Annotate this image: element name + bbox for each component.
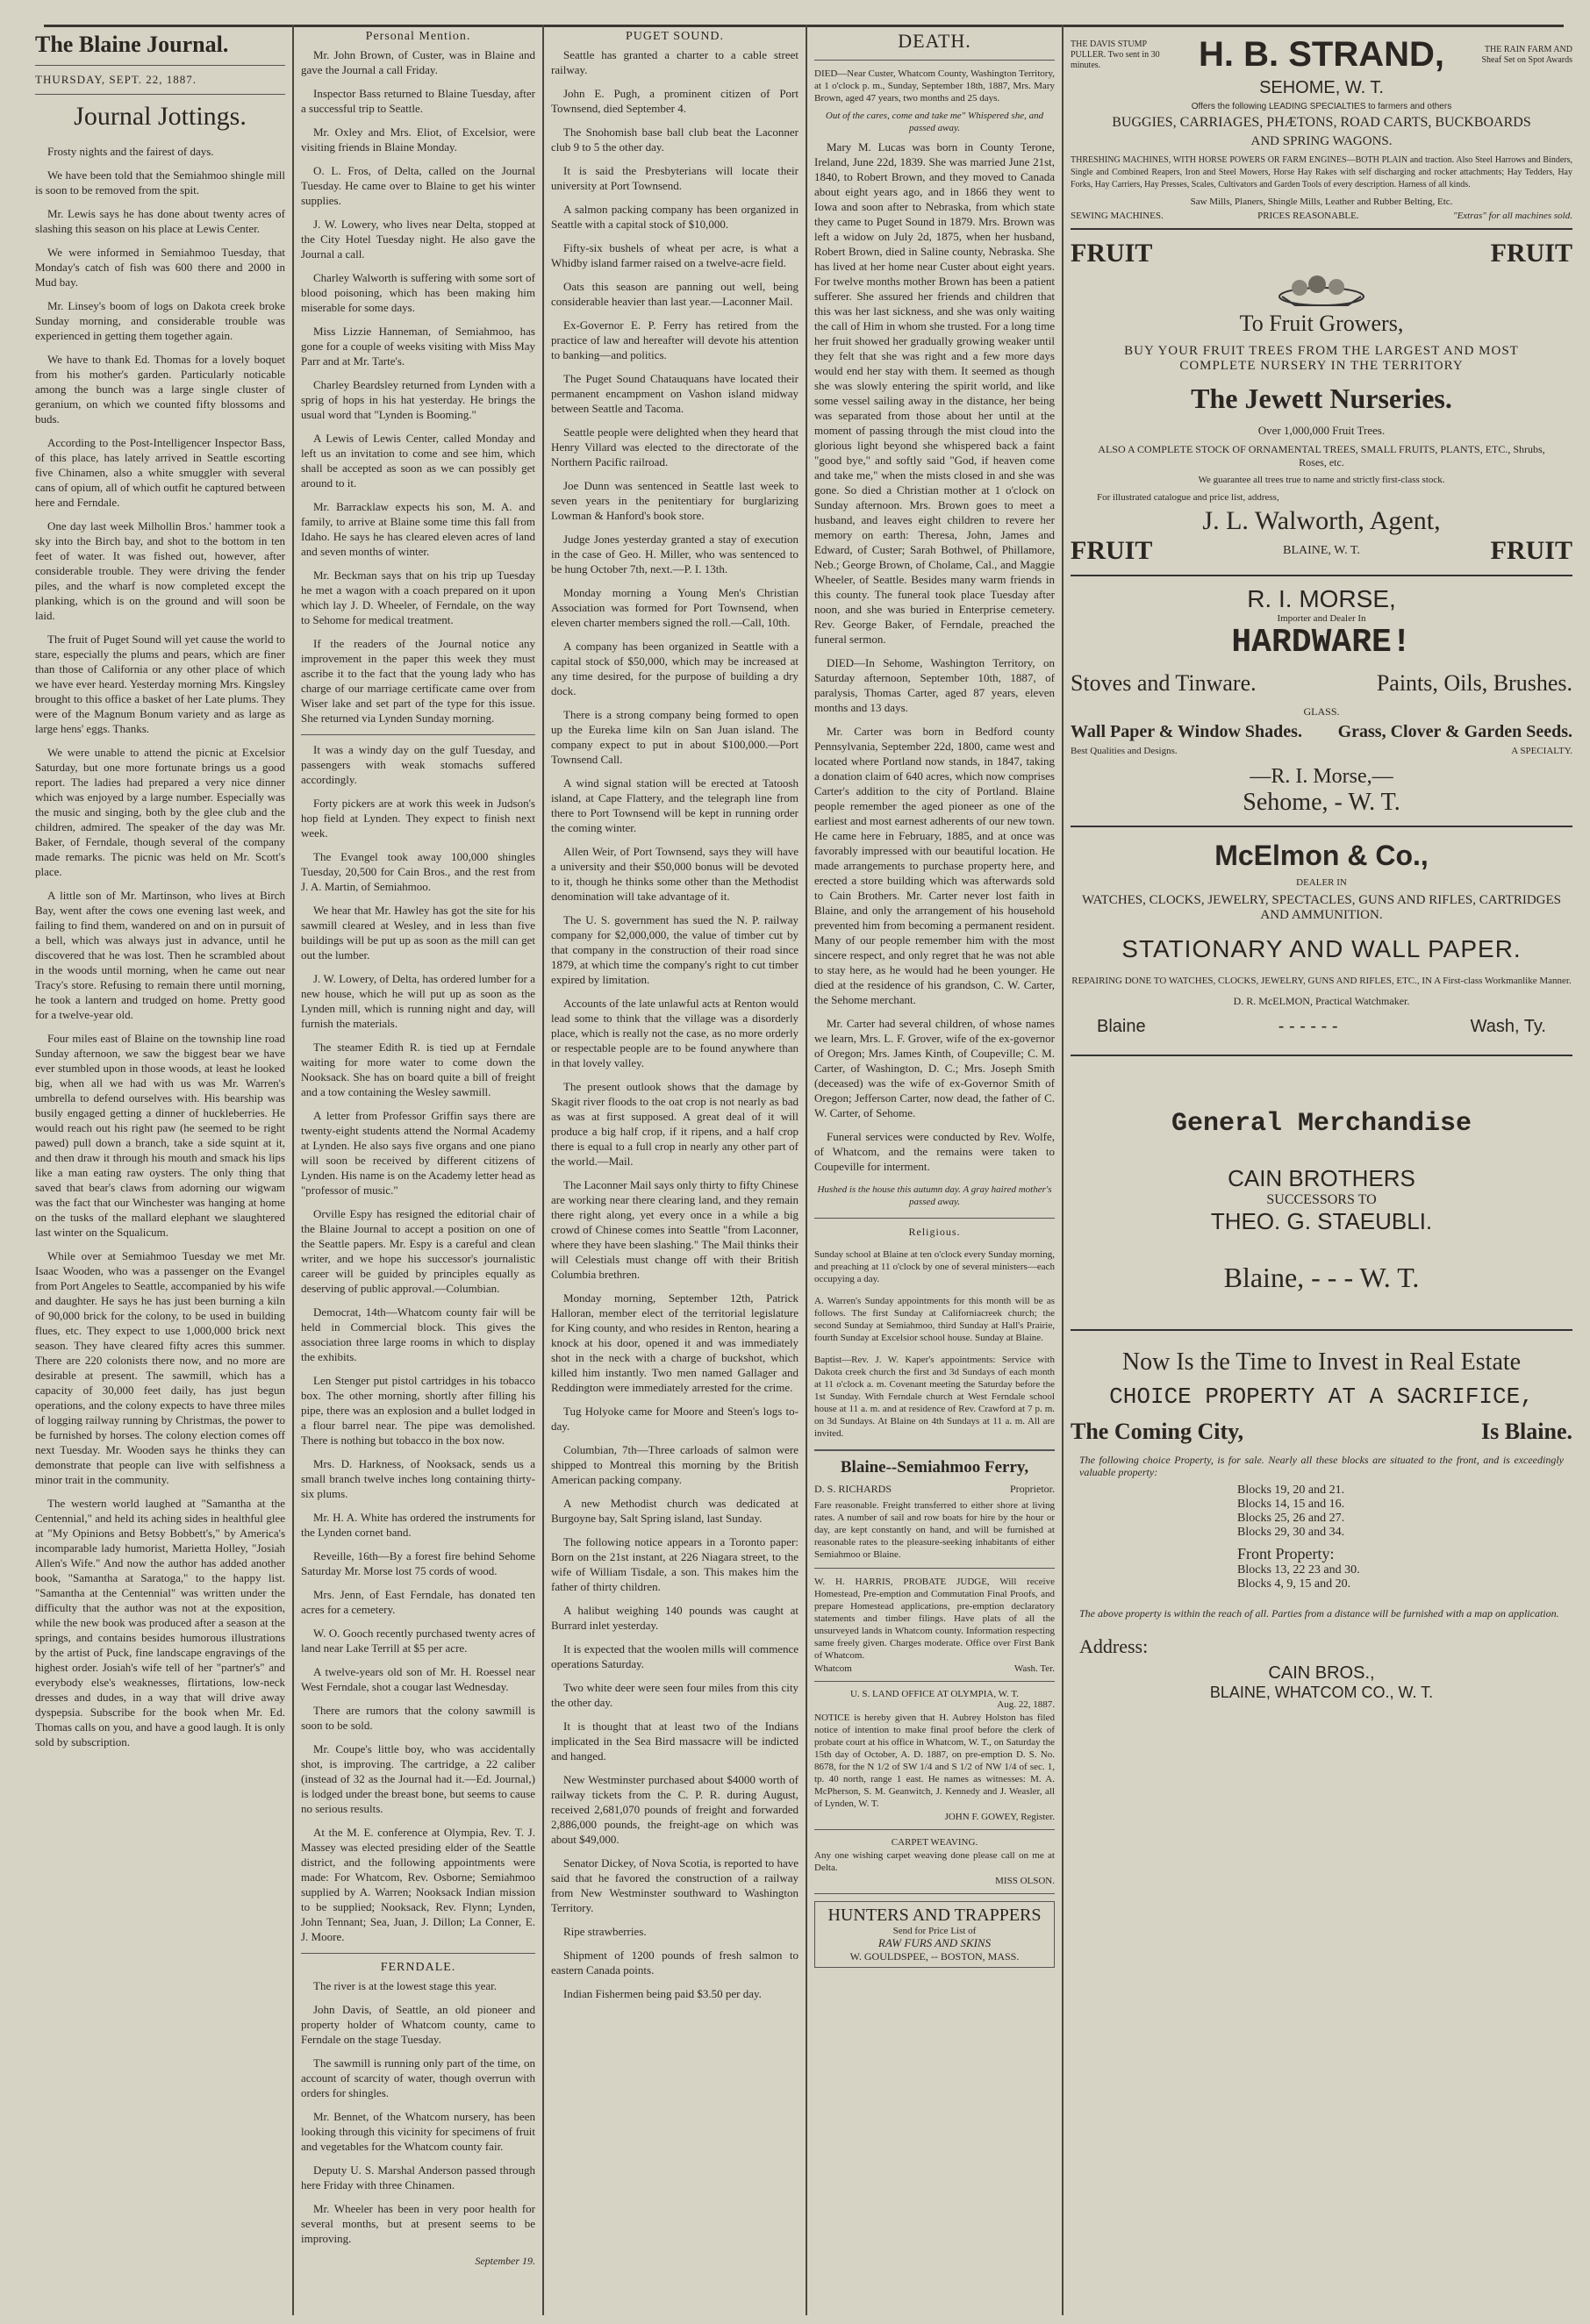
mcelmon-person: D. R. McELMON, Practical Watchmaker.	[1233, 995, 1410, 1007]
puget-paragraph: Ex-Governor E. P. Ferry has retired from the practice of law and hereafter will devote his attention to banking—and politics.	[551, 318, 799, 361]
news-paragraph: Mr. Coupe's little boy, who was accidentally shot, is improving. The cartridge, a 22 caliber (instead of 32 as the Journal had it.—Ed. Journal,) is lodged under the breast bone, but seems to cause no serious results.	[301, 1742, 535, 1815]
column-rule	[542, 25, 544, 2315]
walworth-name: J. L. Walworth, Agent,	[1202, 506, 1441, 535]
ferndale-paragraph: Mr. Wheeler has been in very poor health for several months, but at present seems to be improving.	[301, 2202, 535, 2245]
puget-paragraph: There is a strong company being formed to open up the Eureka lime kiln on San Juan island. The company expect to put in about $100,000.—Port Townsend Call.	[551, 708, 799, 766]
news-paragraph: It was a windy day on the gulf Tuesday, and passengers with weak stomachs suffered accordingly.	[301, 743, 535, 786]
jewett-also: ALSO A COMPLETE STOCK OF ORNAMENTAL TREES, SMALL FRUITS, PLANTS, ETC., Shrubs, Roses, etc.	[1098, 443, 1545, 468]
news-paragraph: The Evangel took away 100,000 shingles Tuesday, 20,500 for Cain Bros., and the rest from J. A. Martin, of Semiahmoo.	[301, 850, 535, 893]
personal-item: If the readers of the Journal notice any improvement in the paper this week they must ascribe it to the fact that the young lady who has charge of our marriage certificate came over from Wiser lake and set part of the type for this issue. She returned via Lynden Sunday morning.	[301, 637, 535, 725]
carpet-name: MISS OLSON.	[995, 1876, 1055, 1886]
jotting-paragraph: Mr. Linsey's boom of logs on Dakota creek broke Sunday morning, and considerable trouble was experienced in getting them together again.	[35, 299, 285, 342]
personal-item: O. L. Fros, of Delta, called on the Journal Tuesday. He came over to Blaine to get his winter supplies.	[301, 164, 535, 207]
real-estate-choice: CHOICE PROPERTY AT A SACRIFICE,	[1109, 1384, 1534, 1410]
fruit-word-bottom-left: FRUIT	[1071, 536, 1153, 565]
stoves-line: Stoves and Tinware.	[1071, 670, 1257, 696]
block-item: Blocks 25, 26 and 27.	[1237, 1512, 1345, 1525]
column-rule	[292, 25, 294, 2315]
puget-paragraph: A company has been organized in Seattle with a capital stock of $50,000, which may be increased at any time desired, for the purpose of building a dry dock.	[551, 640, 799, 697]
puget-paragraph: Judge Jones yesterday granted a stay of execution in the case of Geo. H. Miller, who was sentenced to be hung October 7th, next.—P. I. 13th.	[551, 533, 799, 576]
death-body	[814, 139, 1055, 1174]
mcelmon-repairing: REPAIRING DONE TO WATCHES, CLOCKS, JEWELRY, GUNS AND RIFLES, ETC., IN A First-class Workmanlike Manner.	[1071, 976, 1572, 986]
address-name: CAIN BROS.,	[1268, 1663, 1375, 1683]
personal-body	[301, 47, 535, 726]
news-body	[301, 742, 535, 1944]
morse-ad	[1071, 576, 1572, 827]
puget-paragraph: It is said the Presbyterians will locate their university at Port Townsend.	[551, 164, 799, 192]
puget-paragraph: The Snohomish base ball club beat the Laconner club 9 to 5 the other day.	[551, 125, 799, 154]
news-paragraph: W. O. Gooch recently purchased twenty acres of land near Lake Terrill at $5 per acre.	[301, 1627, 535, 1655]
stationary-heading: STATIONARY AND WALL PAPER.	[1121, 935, 1522, 962]
signoff-date: September 19.	[475, 2255, 535, 2267]
puget-paragraph: Indian Fishermen being paid $3.50 per day.	[563, 1987, 762, 2000]
jotting-paragraph: One day last week Milhollin Bros.' hammer took a sky into the Birch bay, and shot to the bottom in ten feet of water. It was fished out, however, after considerable trouble. They were driving the fender piles, and the wharf is now completed except the planking, which is on the ground and will soon be laid.	[35, 519, 285, 622]
land-notice: NOTICE is hereby given that H. Aubrey Holston has filed notice of intention to make final proof before the clerk of probate court at his office in Whatcom, W. T., on Saturday the 15th day of October, A. D. 1887, on pre-emption D. S. No. 8678, for the N 1/2 of SW 1/4 and S 1/2 of NW 1/4 of sec. 1, tp. 40 north, range 1 east. He names as witnesses: M. A. McPherson, S. M. Geanwitch, J. Kennedy and J. Weasler, all of Lynden, W. T.	[814, 1713, 1055, 1809]
puget-paragraph: Seattle has granted a charter to a cable street railway.	[551, 48, 799, 76]
front-block-item: Blocks 4, 9, 15 and 20.	[1237, 1577, 1351, 1591]
hunters-goods: RAW FURS AND SKINS	[877, 1936, 992, 1949]
cain-place: Blaine, - - - W. T.	[1223, 1262, 1420, 1293]
ferry-ad	[814, 1458, 1055, 1561]
news-paragraph: A twelve-years old son of Mr. H. Roessel near West Ferndale, shot a cougar last Wednesday.	[301, 1665, 535, 1693]
carpet-heading: CARPET WEAVING.	[891, 1837, 978, 1848]
land-office: U. S. LAND OFFICE AT OLYMPIA, W. T.	[849, 1689, 1020, 1699]
column-death	[814, 26, 1055, 2306]
jewett-catalog: For illustrated catalogue and price list, address,	[1097, 492, 1279, 503]
ferry-owner: D. S. RICHARDS	[814, 1483, 892, 1495]
puget-paragraph: It is expected that the woolen mills will commence operations Saturday.	[551, 1642, 799, 1670]
puget-paragraph: Columbian, 7th—Three carloads of salmon were shipped to Montreal this morning by the British American packing company.	[551, 1443, 799, 1486]
fruit-growers: To Fruit Growers,	[1239, 311, 1404, 336]
harris-place: Whatcom	[814, 1663, 852, 1674]
news-paragraph: A letter from Professor Griffin says there are twenty-eight students attend the Normal Academy at Lynden. He also says five organs and one piano will soon be received by different citizens of Lynden. His name is on the Academy letter head as "professor of music."	[301, 1109, 535, 1197]
morse-title: Importer and Dealer In	[1277, 613, 1366, 624]
fruit-buy: BUY YOUR FRUIT TREES FROM THE LARGEST AND MOST COMPLETE NURSERY IN THE TERRITORY	[1124, 344, 1519, 373]
news-paragraph: Mrs. Jenn, of East Ferndale, has donated ten acres for a cemetery.	[301, 1588, 535, 1616]
puget-paragraph: Accounts of the late unlawful acts at Renton would lead some to think that the village was a disorderly place, which is really not the case, as no more orderly or respectable people are to be found anywhere than in that lovely valley.	[551, 997, 799, 1069]
personal-item: Charley Walworth is suffering with some sort of blood poisoning, which has been making him miserable for some days.	[301, 271, 535, 314]
hunters-sub: Send for Price List of	[892, 1926, 977, 1936]
jotting-paragraph: We were unable to attend the picnic at Excelsior Saturday, but one more fortunate brings us a good report. The ladies had prepared a very nice dinner which was enjoyed by a large number. Especially was the music and singing, both by the glee club and the children, admired. The speaker of the day was Mr. Baker, of Ferndale, though several of the company made remarks. The picnic was held on Mr. Scott's place.	[35, 746, 285, 878]
ferndale-paragraph: John Davis, of Seattle, an old pioneer and property holder of Whatcom county, came to Ferndale on the stage Tuesday.	[301, 2003, 535, 2046]
news-paragraph: Mrs. D. Harkness, of Nooksack, sends us a small branch twelve inches long containing thirty-six plums.	[301, 1457, 535, 1500]
puget-paragraph: Tug Holyoke came for Moore and Steen's logs to-day.	[551, 1405, 799, 1433]
mcelmon-name: McElmon & Co.,	[1214, 840, 1429, 871]
strand-offers: Offers the following LEADING SPECIALTIES to farmers and others	[1191, 102, 1452, 111]
jotting-paragraph: Frosty nights and the fairest of days.	[47, 145, 214, 158]
news-paragraph: At the M. E. conference at Olympia, Rev. T. J. Massey was elected presiding elder of the Seattle district, and the following appointments were made: For Whatcom, Rev. Osborne; Semiahmoo supplied by A. Warren; Nooksack Indian mission to be supplied; Nooksack, Rev. Flynn; Lynden, John Tennant; Sea, Juan, J. Dillon; La Conner, E. J. Moore.	[301, 1826, 535, 1943]
strand-ad	[1071, 35, 1572, 230]
puget-paragraph: John E. Pugh, a prominent citizen of Port Townsend, died September 4.	[551, 87, 799, 115]
block-item: Blocks 14, 15 and 16.	[1237, 1498, 1345, 1511]
strand-name: H. B. STRAND,	[1199, 35, 1444, 74]
ferndale-body	[301, 1978, 535, 2246]
personal-item: Miss Lizzie Hanneman, of Semiahmoo, has gone for a couple of weeks visiting with Miss May Parr and at Mr. Tarte's.	[301, 325, 535, 368]
puget-paragraph: Fifty-six bushels of wheat per acre, is what a Whidby island farmer raised on a twelve-acre field.	[551, 241, 799, 269]
section-heading-personal: Personal Mention.	[365, 30, 471, 43]
column-rule	[1062, 25, 1064, 2315]
puget-paragraph: Shipment of 1200 pounds of fresh salmon to eastern Canada points.	[551, 1949, 799, 1977]
personal-item: Charley Beardsley returned from Lynden with a sprig of hops in his hat yesterday. He brings the usual word that "Lynden is Booming."	[301, 378, 535, 421]
ferndale-paragraph: The river is at the lowest stage this year.	[313, 1979, 498, 1992]
puget-paragraph: Seattle people were delighted when they heard that Henry Villard was elected to the directorate of the Northern Pacific railroad.	[551, 425, 799, 468]
mcelmon-dealer: DEALER IN	[1296, 877, 1347, 888]
hardware-heading: HARDWARE!	[1231, 624, 1412, 661]
puget-paragraph: A salmon packing company has been organized in Seattle with a capital stock of $10,000.	[551, 203, 799, 231]
paints-line: Paints, Oils, Brushes.	[1376, 670, 1572, 696]
news-paragraph: The steamer Edith R. is tied up at Ferndale waiting for more water to come down the Nooksack. She has on board quite a bill of freight and a tow containing the Wesley sawmill.	[301, 1040, 535, 1098]
section-heading-death: DEATH.	[898, 30, 971, 52]
general-merchandise: General Merchandise	[1171, 1109, 1472, 1139]
grass-line: Grass, Clover & Garden Seeds.	[1337, 722, 1572, 741]
is-blaine: Is Blaine.	[1480, 1419, 1572, 1444]
ferry-owner-title: Proprietor.	[1010, 1483, 1055, 1495]
jotting-paragraph: Mr. Lewis says he has done about twenty acres of slashing this season on his place at Lewis Center.	[35, 207, 285, 235]
puget-paragraph: Ripe strawberries.	[563, 1925, 647, 1938]
walworth-place: BLAINE, W. T.	[1283, 544, 1360, 557]
cain-brothers: CAIN BROTHERS	[1228, 1165, 1415, 1191]
religious-item: Baptist—Rev. J. W. Kaper's appointments: Service with Dakota creek church the first and 3d Sundays of each month at 11 o'clock a. m. Covenant meeting the Saturday before the 1st Sunday. With Ferndale church at West Ferndale school house at 11 a. m. and at residence of Rev. Crawford at 7 p. m. on 3d Sundays. At Blaine on 4th Sundays at 11 a. m. All are invited.	[814, 1355, 1055, 1439]
jewett-guarantee: We guarantee all trees true to name and strictly first-class stock.	[1198, 475, 1445, 485]
religious-body	[814, 1248, 1055, 1440]
personal-item: J. W. Lowery, who lives near Delta, stopped at the City Hotel Tuesday night. He also gave the Journal a call.	[301, 218, 535, 261]
death-notice-brown: DIED—Near Custer, Whatcom County, Washington Territory, at 1 o'clock p. m., Sunday, September 18th, 1887, Mrs. Mary Brown, aged 47 years, two months and 25 days.	[814, 68, 1055, 104]
fruit-ad	[1071, 230, 1572, 576]
news-paragraph: Mr. H. A. White has ordered the instruments for the Lynden cornet band.	[301, 1511, 535, 1539]
best-line: Best Qualities and Designs.	[1071, 746, 1178, 756]
death-paragraph: Funeral services were conducted by Rev. Wolfe, of Whatcom, and the remains were taken to Coupeville for interment.	[814, 1130, 1055, 1173]
land-register: JOHN F. GOWEY, Register.	[944, 1812, 1055, 1822]
block-item: Blocks 19, 20 and 21.	[1237, 1484, 1345, 1497]
fruit-basket-icon	[1273, 272, 1370, 307]
news-paragraph: There are rumors that the colony sawmill is soon to be sold.	[301, 1704, 535, 1732]
harris-state: Wash. Ter.	[1013, 1663, 1055, 1674]
front-blocks-list	[1237, 1563, 1572, 1591]
glass-line: GLASS.	[1303, 705, 1340, 718]
death-paragraph: Mr. Carter was born in Bedford county Pennsylvania, September 22d, 1800, came west and located where Portland now stands, in 1847, taking a donation claim of 640 acres, which now comprises Carter's addition to the city of Portland. Blaine people remember the aged pioneer as one of the earliest and most earnest adherents of our new town. He came here in February, 1885, and at once was favorably impressed with our beautiful location. He made arrangements to purchase property here, and erected a store building which was afterwards sold to Cain Brothers. Mr. Carter never lost faith in Blaine, and only the arrangement of his household prevented him from becoming a permanent resident. Many of our people remember him with the most sincere respect, and only regret that he was not able to stay here, as he would had he been younger. He died at the residence of his grandson, C. W. Carter, the Sehome merchant.	[814, 725, 1055, 1006]
address-place: BLAINE, WHATCOM CO., W. T.	[1209, 1684, 1434, 1701]
personal-item: Mr. Barracklaw expects his son, M. A. and family, to arrive at Blaine some time this fall from Idaho. He says he has cleared eleven acres of land and seven months of winter.	[301, 500, 535, 558]
puget-body	[551, 47, 799, 2001]
morse-name: R. I. MORSE,	[1247, 585, 1396, 612]
puget-paragraph: The present outlook shows that the damage by Skagit river floods to the oat crop is not nearly as bad as was at first supposed. A great deal of it will produce a big half crop, if it ripens, and a half crop there is equal to a full crop in nearly any other part of the world.—Mail.	[551, 1080, 799, 1168]
jotting-paragraph: The fruit of Puget Sound will yet cause the world to stare, especially the plums and pears, which are finer than those of California or any other place of which we have ever heard. Yesterday morning Mrs. Kingsley brought to this office a basket of her Late plums. They were of the Magnum Bonum variety and as large as large hens' eggs. Thanks.	[35, 633, 285, 735]
jotting-paragraph: We have to thank Ed. Thomas for a lovely boquet from his mother's garden. Particularly noticable among the bunch was a large single cluster of geranium, on which we counted fifty blossoms and buds.	[35, 353, 285, 425]
puget-paragraph: The following notice appears in a Toronto paper: Born on the 21st instant, at 226 Niagara street, to the wife of William Tisdale, a son. This makes him the father of thirty children.	[551, 1535, 799, 1593]
hunters-address: W. GOULDSPEE, -- BOSTON, MASS.	[849, 1950, 1020, 1963]
puget-paragraph: A halibut weighing 140 pounds was caught at Burrard inlet yesterday.	[551, 1604, 799, 1632]
front-property: Front Property:	[1237, 1545, 1335, 1562]
front-block-item: Blocks 13, 22 23 and 30.	[1237, 1563, 1360, 1577]
news-paragraph: Len Stenger put pistol cartridges in his tobacco box. The other morning, shortly after filling his pipe, there was an explosion and a bullet lodged in a flour barrel near. The pipe was demolished. There is nothing but tobacco in the box now.	[301, 1374, 535, 1447]
fruit-word-right: FRUIT	[1490, 239, 1572, 268]
harris-ad: W. H. HARRIS, PROBATE JUDGE, Will receive Homestead, Pre-emption and Commutation Final Proofs, and prepare Homestead applications, pre-emption declaratory statements and timber filings. Have plats of all the unsurveyed lands in Whatcom county. Information respecting same freely given. Charges moderate. Office over First Bank of Whatcom.	[814, 1577, 1055, 1661]
morse-signature: —R. I. Morse,—	[1250, 765, 1393, 788]
mcelmon-dashes: - - - - - -	[1278, 1017, 1338, 1036]
religious-item: A. Warren's Sunday appointments for this month will be as follows. The first Sunday at Californiacreek church; the second Sunday at Semiahmoo, third Sunday at Hall's Prairie, fourth Sunday at Excelsior school house. Sunday at Blaine.	[814, 1296, 1055, 1343]
strand-terms: "Extras" for all machines sold.	[1452, 211, 1572, 221]
real-estate-above: The above property is within the reach of all. Parties from a distance will be furnished with a map on application.	[1079, 1607, 1559, 1620]
real-estate-now: Now Is the Time to Invest in Real Estate	[1121, 1348, 1522, 1376]
personal-item: Inspector Bass returned to Blaine Tuesday, after a successful trip to Seattle.	[301, 87, 535, 115]
jotting-paragraph: According to the Post-Intelligencer Inspector Bass, of this place, has lately arrived in Seattle escorting five Chinamen, also a white smuggler with several cans of opium, all of which outfit he captured between here and Ferndale.	[35, 436, 285, 509]
real-estate-following: The following choice Property, is for sale. Nearly all these blocks are situated to the front, and is exceedingly valuable property:	[1079, 1454, 1564, 1478]
cain-successors: SUCCESSORS TO	[1266, 1192, 1377, 1207]
section-heading-jottings: Journal Jottings.	[74, 102, 247, 131]
strand-right-note: THE RAIN FARM AND Sheaf Set on Spot Awards	[1481, 44, 1572, 65]
hunters-title: HUNTERS AND TRAPPERS	[827, 1906, 1042, 1925]
hunters-ad	[814, 1901, 1055, 1968]
puget-paragraph: The U. S. government has sued the N. P. railway company for $2,000,000, the value of timber cut by that company in the construction of their road since 1879, at which time the company's right to cut timber expired by limitation.	[551, 913, 799, 986]
strand-sewing: SEWING MACHINES.	[1071, 211, 1164, 221]
morse-place: Sehome, - W. T.	[1243, 789, 1400, 816]
jottings-body	[35, 144, 285, 1749]
mcelmon-place-right: Wash, Ty.	[1470, 1017, 1546, 1036]
puget-paragraph: New Westminster purchased about $4000 worth of railway tickets from the C. P. R. during August, received 2,681,070 pounds of freight and forwarded 2,886,000 pounds, the freight-age on which was about $49,000.	[551, 1773, 799, 1846]
fruit-word-bottom-right: FRUIT	[1490, 536, 1572, 565]
ferndale-paragraph: Deputy U. S. Marshal Anderson passed through here Friday with three Chinamen.	[301, 2163, 535, 2192]
section-heading-puget: PUGET SOUND.	[625, 30, 725, 43]
news-paragraph: J. W. Lowery, of Delta, has ordered lumber for a new house, which he will put up as soon as the Lynden mill, which is running night and day, will furnish the materials.	[301, 972, 535, 1030]
jotting-paragraph: Four miles east of Blaine on the township line road Sunday afternoon, we saw the biggest bear we have ever stumbled upon in those woods, at least he looked big, when all we had with us was Mr. Warren's umbrella to defend ourselves with. His bearship was busily engaged getting a dinner of huckleberries. He would reach out his right paw (he seemed to be right pawed) pull down a branch, take a side squint at it, and then draw it through his mouth and smack his lips like a man eating raw oysters. The only thing that saved that bear's claws from adorning our wigwam was the fact that our Winchester was hanging at home on the tusks of the mallard elephant we slaughtered last winter on the Squalicum.	[35, 1032, 285, 1239]
religious-item: Sunday school at Blaine at ten o'clock every Sunday morning, and preaching at 11 o'clock by one of several ministers—each occupying a day.	[814, 1249, 1055, 1284]
section-heading-ferndale: FERNDALE.	[380, 1961, 456, 1974]
poem-two: Hushed is the house this autumn day. A gray haired mother's passed away.	[817, 1184, 1052, 1207]
column-personal	[301, 26, 535, 2306]
column-rule	[806, 25, 807, 2315]
puget-paragraph: Oats this season are panning out well, being considerable heavier than last year.—Laconner Mail.	[551, 280, 799, 308]
cain-ad	[1071, 1056, 1572, 1331]
death-paragraph: Mary M. Lucas was born in County Terone, Ireland, June 22d, 1839. She was married June 21st, 1840, to Robert Brown, and they moved to Canada about eight years ago, and in 1866 they went to Iowa and soon after to Nebraska, from which state they came to Puget Sound in 1879. Mrs. Brown was left a widow on July 2d, 1875, when her husband, Robert Brown, died in Saline county, Nebraska. She has lived at her home near Custer about eight years. For twelve months mother Brown has been a patient sufferer. She assured her friends and children that this was her last sickness, and she was only waiting the call of Him in whom she trusted. For a long time her fruit showed her gradually growing weaker until they felt that she was right and a few more days would end her stay with them. It seemed as though she was slowly entering the spirit world, and like some vessel sailing away in the distance, her being was separated from those about her until at the moment of passing through the mist cloud into the glorious light beyond she whispered back a faint "good bye," and softly said "God, if heaven come and take me," when the mists closed in and she was gone. So died a Christian mother at 1 o'clock on Sunday afternoon. Mrs. Brown goes to meet a husband, and leaves eight children to revere her memory on earth: Theresa, John, James and Edward, of Custer; Sarah Bothwel, of Phillamore, Neb.; George Brown, of Cholame, Cal., and Maggie Wheeler, of Seattle. Besides many warm friends in this county. The funeral took place Tuesday after noon, and she was buried in Enterprise cemetery. Rev. George Baker, of Ferndale, preached the funeral sermon.	[814, 140, 1055, 646]
mcelmon-ad	[1071, 827, 1572, 1056]
strand-line4: Saw Mills, Planers, Shingle Mills, Leather and Rubber Belting, Etc.	[1190, 197, 1453, 207]
news-paragraph: Orville Espy has resigned the editorial chair of the Blaine Journal to accept a position on one of the Seattle papers. Mr. Espy is a careful and clean writer, and we hope his successor's journalistic career will be guided by principles equally as deserving of public approval.—Columbian.	[301, 1207, 535, 1295]
personal-item: A Lewis of Lewis Center, called Monday and left us an invitation to come and see him, which shall be accepted as soon as we can possibly get around to it.	[301, 432, 535, 490]
jewett-count: Over 1,000,000 Fruit Trees.	[1257, 424, 1386, 437]
wallpaper-line: Wall Paper & Window Shades.	[1071, 722, 1302, 741]
block-item: Blocks 29, 30 and 34.	[1237, 1526, 1345, 1539]
puget-paragraph: The Laconner Mail says only thirty to fifty Chinese are working near there clearing land, and they remain there right along, yet every once in a while a big crowd of Chinese comes into Seattle "from Laconner, where they have been slashing." The Mail thinks their will Celestials must change off with their British Columbia brethren.	[551, 1178, 799, 1281]
cain-theo: THEO. G. STAEUBLI.	[1210, 1208, 1433, 1234]
ferndale-paragraph: Mr. Bennet, of the Whatcom nursery, has been looking through this vicinity for specimens of fruit and vegetables for the Whatcom county fair.	[301, 2110, 535, 2153]
column-ads	[1071, 35, 1572, 2306]
jotting-paragraph: We have been told that the Semiahmoo shingle mill is soon to be removed from the spit.	[35, 168, 285, 197]
land-date: Aug. 22, 1887.	[997, 1699, 1055, 1710]
address-label: Address:	[1079, 1635, 1149, 1657]
jotting-paragraph: The western world laughed at "Samantha at the Centennial," and held its aching sides in healthful glee at "My Opinions and Betsy Bobbett's," by America's incomparable lady humorist, Marietta Holley, "Josiah Allen's Wife." And now the author has added another book, "Samantha at Saratoga," to the happy list. "Samantha at the Centennial" was written under the difficulty that the author was not at the exposition, while the new book was produced after a season at the springs, and contains besides humorous illustrations by the artist of Puck, fine landscape engravings of the highest order. Josiah's wife tell of her "partner's" and everybody else's weaknesses, flirtations, low-neck dresses and dudes, in a way that will drive away dyspepsia. Subscribe for the book when Mr. Ed. Thomas calls on you, and have a good laugh. It is only sold by subscription.	[35, 1497, 285, 1748]
carpet-body: Any one wishing carpet weaving done please call on me at Delta.	[814, 1850, 1055, 1873]
puget-paragraph: The Puget Sound Chatauquans have located their permanent encampment on Vashon island midway between Seattle and Tacoma.	[551, 372, 799, 415]
ferry-heading: Blaine--Semiahmoo Ferry,	[840, 1458, 1029, 1477]
mcelmon-goods: WATCHES, CLOCKS, JEWELRY, SPECTACLES, GUNS AND RIFLES, CARTRIDGES AND AMMUNITION.	[1081, 893, 1562, 922]
mcelmon-place-left: Blaine	[1097, 1017, 1146, 1036]
puget-paragraph: It is thought that at least two of the Indians implicated in the Sea Bird massacre will be indicted and hanged.	[551, 1720, 799, 1763]
column-puget-sound	[551, 26, 799, 2306]
real-estate-ad	[1071, 1331, 1572, 1720]
strand-place: SEHOME, W. T.	[1259, 78, 1384, 97]
section-heading-religious: Religious.	[908, 1226, 961, 1238]
puget-paragraph: Two white deer were seen four miles from this city the other day.	[551, 1681, 799, 1709]
strand-line3: THRESHING MACHINES, WITH HORSE POWERS OR FARM ENGINES—BOTH PLAIN and traction. Also Steel Harrows and Binders, Single and Combined Reapers, Iron and Steel Mowers, Horse Hay Rakes with self discharging and rocker attachments; Hay Tedders, Hay Forks, Hay Carriers, Hay Presses, Scales, Cultivators and Garden Tools of every description. Harness of all kinds.	[1071, 155, 1572, 189]
jotting-paragraph: A little son of Mr. Martinson, who lives at Birch Bay, went after the cows one evening last week, and failing to find them, wandered on and on in pursuit of a bell, which was always just in advance, until he discovered that he was lost. Then he scrambled about in the woods until morning, when he came out near Tracy's store. Refusing to remain there until morning, he took a lantern and trudged on home. Pretty good for a twelve-year old.	[35, 889, 285, 1021]
puget-paragraph: Joe Dunn was sentenced in Seattle last week to seven years in the penitentiary for burglarizing Lowman & Hanford's book store.	[551, 479, 799, 522]
masthead-title: The Blaine Journal.	[35, 32, 229, 57]
news-paragraph: Reveille, 16th—By a forest fire behind Sehome Saturday Mr. Morse lost 75 cords of wood.	[301, 1549, 535, 1577]
fruit-word-left: FRUIT	[1071, 239, 1153, 268]
puget-paragraph: Monday morning a Young Men's Christian Association was formed for Port Townsend, when eleven charter members signed the roll.—Call, 10th.	[551, 586, 799, 629]
ferry-body: Fare reasonable. Freight transferred to either shore at living rates. A number of sail and row boats for hire by the hour or day, are kept constantly on hand, and will be furnished at reasonable rates to the pleasure-seeking inhabitants of either Semiahmoo or Blaine.	[814, 1500, 1055, 1560]
column-jottings	[35, 26, 285, 2306]
puget-paragraph: Senator Dickey, of Nova Scotia, is reported to have said that he favored the construction of a railway from New Westminster southward to Washington Territory.	[551, 1856, 799, 1914]
death-paragraph: Mr. Carter had several children, of whose names we learn, Mrs. L. F. Grover, wife of the ex-governor of Oregon; Mrs. James Kinth, of Coupeville; C. M. Carter, of Washington, D. C.; Mrs. Joseph Smith (deceased) was the wife of ex-Governor Smith of Oregon; Jefferson Carter, now dead, the father of C. W. Carter, of Sehome.	[814, 1017, 1055, 1119]
puget-paragraph: A wind signal station will be erected at Tatoosh island, at Cape Flattery, and the telegraph line from there to Port Townsend will be kept in running order the coming winter.	[551, 776, 799, 834]
jotting-paragraph: While over at Semiahmoo Tuesday we met Mr. Isaac Wooden, who was a passenger on the Evangel from Port Angeles to Seattle, accompanied by his wife and daughter. He says he has just been burning a kiln of 90,000 brick for the colony, to be used in building flues, etc. They expect to use 1,000,000 brick next season. They have cleared fifty acres this summer. There are 220 colonists there now, and no more are desirable at present. The sawmill, which has a capacity of 30,000 feet daily, has just begun operations, and the colony expects to have three miles of logging railway running by Christmas, the power to be furnished by horses. The colony election comes off next Tuesday. Mr. Wooden says he thinks they can demonstrate that people can live with selfishness a minor trait in the community.	[35, 1249, 285, 1486]
jotting-paragraph: We were informed in Semiahmoo Tuesday, that Monday's catch of fish was 600 there and 2000 in Mud bay.	[35, 246, 285, 289]
personal-item: Mr. Beckman says that on his trip up Tuesday he met a wagon with a coach prepared on it upon which lay J. D. Wheeler, of Ferndale, on the way to Sehome for medical treatment.	[301, 568, 535, 626]
masthead-date: THURSDAY, SEPT. 22, 1887.	[35, 73, 197, 86]
news-paragraph: We hear that Mr. Hawley has got the site for his sawmill cleared at Wesley, and in less than five buildings will be put up as soon as the mill can get out the lumber.	[301, 904, 535, 962]
strand-prices: PRICES REASONABLE.	[1257, 211, 1359, 221]
jewett-heading: The Jewett Nurseries.	[1191, 383, 1452, 414]
puget-paragraph: Allen Weir, of Port Townsend, says they will have a university and their $50,000 bonus will be devoted to it, though he thinks some other than the Methodist denomination will take advantage of it.	[551, 845, 799, 903]
news-paragraph: Forty pickers are at work this week in Judson's hop field at Lynden. They expect to finish next week.	[301, 797, 535, 840]
puget-paragraph: Monday morning, September 12th, Patrick Halloran, member elect of the territorial legislature for King county, and who resides in Renton, hearing a knock at his door, opened it and was immediately shot in the neck with a charge of buckshot, which killed him instantly. Two men named Gallager and Reddington were immediately arrested for the crime.	[551, 1291, 799, 1394]
specialty-line: A SPECIALTY.	[1511, 746, 1572, 756]
personal-item: Mr. John Brown, of Custer, was in Blaine and gave the Journal a call Friday.	[301, 48, 535, 76]
poem-one: Out of the cares, come and take me" Whispered she, and passed away.	[825, 111, 1044, 133]
death-paragraph: DIED—In Sehome, Washington Territory, on Saturday afternoon, September 10th, 1887, of paralysis, Thomas Carter, aged 87 years, eleven months and 13 days.	[814, 656, 1055, 714]
strand-line1: BUGGIES, CARRIAGES, PHÆTONS, ROAD CARTS, BUCKBOARDS	[1112, 115, 1531, 130]
blocks-list	[1237, 1484, 1572, 1540]
personal-item: Mr. Oxley and Mrs. Eliot, of Excelsior, were visiting friends in Blaine Monday.	[301, 125, 535, 154]
coming-city: The Coming City,	[1071, 1419, 1244, 1444]
puget-paragraph: A new Methodist church was dedicated at Burgoyne bay, Salt Spring island, last Sunday.	[551, 1497, 799, 1525]
strand-left-note: THE DAVIS STUMP PULLER. Two sent in 30 minutes.	[1071, 39, 1160, 70]
ferndale-paragraph: The sawmill is running only part of the time, on account of scarcity of water, though overrun with orders for shingles.	[301, 2056, 535, 2099]
strand-line2: AND SPRING WAGONS.	[1250, 134, 1393, 148]
news-paragraph: Democrat, 14th—Whatcom county fair will be held in Commercial block. This gives the association three large rooms in which to display the exhibits.	[301, 1305, 535, 1363]
